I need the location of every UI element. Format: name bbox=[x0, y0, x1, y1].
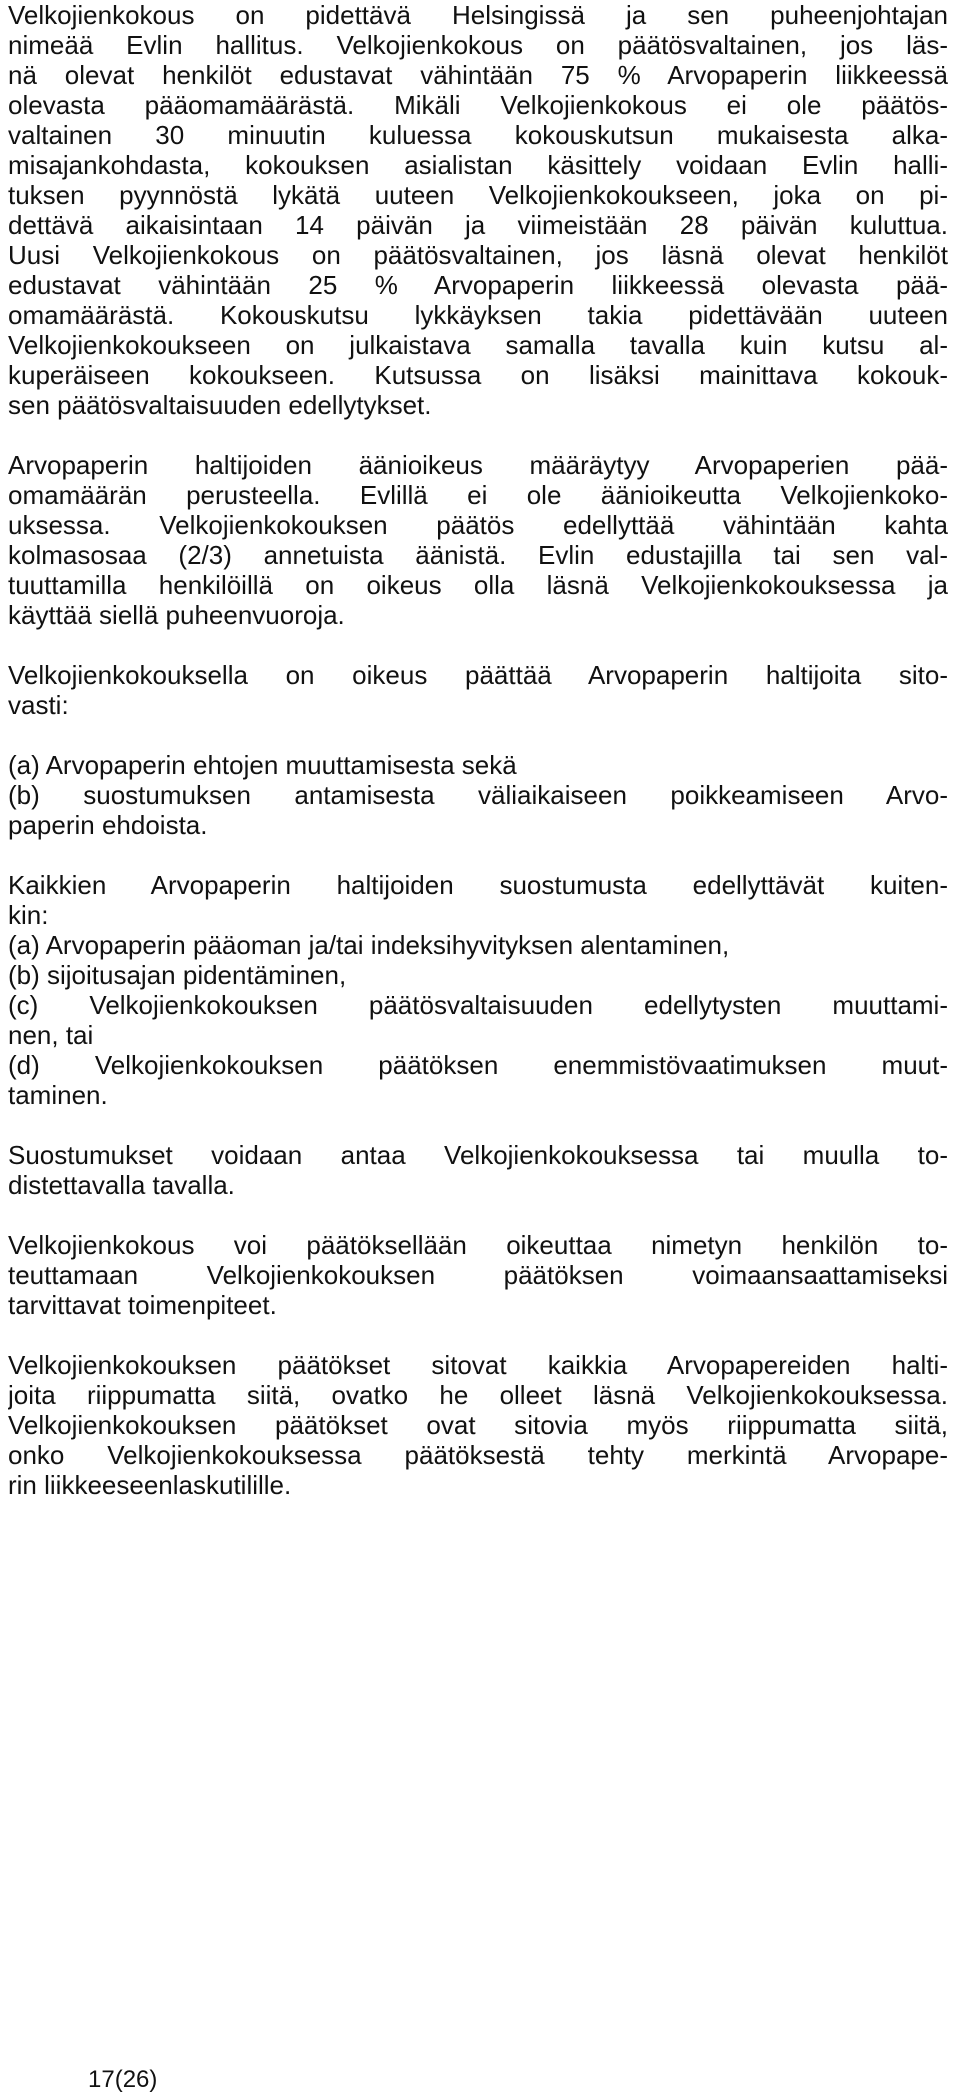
paragraph-consent-form bbox=[8, 1140, 948, 1200]
paragraph-spacer bbox=[8, 630, 948, 660]
text-line: Velkojienkokoukseen on julkaistava samalla tavalla kuin kutsu al- bbox=[8, 330, 948, 360]
text-line: onko Velkojienkokouksessa päätöksestä tehty merkintä Arvopape- bbox=[8, 1440, 948, 1470]
text-line: nimeää Evlin hallitus. Velkojienkokous on päätösvaltainen, jos läs- bbox=[8, 30, 948, 60]
paragraph-voting-rights bbox=[8, 450, 948, 630]
text-line: Velkojienkokouksen päätökset ovat sitovia myös riippumatta siitä, bbox=[8, 1410, 948, 1440]
paragraph-binding-effect bbox=[8, 1350, 948, 1500]
text-line: kin: bbox=[8, 900, 49, 930]
text-line: uksessa. Velkojienkokouksen päätös edellyttää vähintään kahta bbox=[8, 510, 948, 540]
text-line: kuperäiseen kokoukseen. Kutsussa on lisäksi mainittava kokouk- bbox=[8, 360, 948, 390]
text-line: olevasta pääomamäärästä. Mikäli Velkojienkokous ei ole päätös- bbox=[8, 90, 948, 120]
paragraph-spacer bbox=[8, 1200, 948, 1230]
text-line: omamäärästä. Kokouskutsu lykkäyksen takia pidettävään uuteen bbox=[8, 300, 948, 330]
text-line: edustavat vähintään 25 % Arvopaperin liikkeessä olevasta pää- bbox=[8, 270, 948, 300]
paragraph-spacer bbox=[8, 1110, 948, 1140]
text-line: joita riippumatta siitä, ovatko he olleet läsnä Velkojienkokouksessa. bbox=[8, 1380, 948, 1410]
text-line: taminen. bbox=[8, 1080, 108, 1110]
text-line: sen päätösvaltaisuuden edellytykset. bbox=[8, 390, 432, 420]
text-line: (a) Arvopaperin pääoman ja/tai indeksihyvityksen alentaminen, bbox=[8, 930, 730, 960]
text-line: misajankohdasta, kokouksen asialistan käsittely voidaan Evlin halli- bbox=[8, 150, 948, 180]
paragraph-spacer bbox=[8, 420, 948, 450]
text-line: nen, tai bbox=[8, 1020, 94, 1050]
text-line: (a) Arvopaperin ehtojen muuttamisesta sekä bbox=[8, 750, 517, 780]
text-line: Kaikkien Arvopaperin haltijoiden suostumusta edellyttävät kuiten- bbox=[8, 870, 948, 900]
text-line: dettävä aikaisintaan 14 päivän ja viimeistään 28 päivän kuluttua. bbox=[8, 210, 948, 240]
text-line: kolmasosaa (2/3) annetuista äänistä. Evlin edustajilla tai sen val- bbox=[8, 540, 948, 570]
text-line: Arvopaperin haltijoiden äänioikeus määräytyy Arvopaperien pää- bbox=[8, 450, 948, 480]
text-line: paperin ehdoista. bbox=[8, 810, 208, 840]
page-number: 17(26) bbox=[88, 2066, 158, 2093]
text-line: teuttamaan Velkojienkokouksen päätöksen voimaansaattamiseksi bbox=[8, 1260, 948, 1290]
text-line: rin liikkeeseenlaskutilille. bbox=[8, 1470, 292, 1500]
text-line: (b) sijoitusajan pidentäminen, bbox=[8, 960, 347, 990]
text-line: käyttää siellä puheenvuoroja. bbox=[8, 600, 345, 630]
text-line: Velkojienkokous on pidettävä Helsingissä ja sen puheenjohtajan bbox=[8, 0, 948, 30]
text-line: Velkojienkokous voi päätöksellään oikeuttaa nimetyn henkilön to- bbox=[8, 1230, 948, 1260]
text-line: Suostumukset voidaan antaa Velkojienkokouksessa tai muulla to- bbox=[8, 1140, 948, 1170]
text-line: (c) Velkojienkokouksen päätösvaltaisuuden edellytysten muuttami- bbox=[8, 990, 948, 1020]
text-line: valtainen 30 minuutin kuluessa kokouskutsun mukaisesta alka- bbox=[8, 120, 948, 150]
paragraph-unanimous-consent bbox=[8, 870, 948, 1110]
text-line: tuksen pyynnöstä lykätä uuteen Velkojienkokoukseen, joka on pi- bbox=[8, 180, 948, 210]
text-line: Velkojienkokouksella on oikeus päättää Arvopaperin haltijoita sito- bbox=[8, 660, 948, 690]
paragraph-meeting-quorum bbox=[8, 0, 948, 420]
paragraph-binding-decisions-list bbox=[8, 750, 948, 840]
text-line: Uusi Velkojienkokous on päätösvaltainen, jos läsnä olevat henkilöt bbox=[8, 240, 948, 270]
text-line: distettavalla tavalla. bbox=[8, 1170, 235, 1200]
paragraph-authorization bbox=[8, 1230, 948, 1320]
text-line: Velkojienkokouksen päätökset sitovat kaikkia Arvopapereiden halti- bbox=[8, 1350, 948, 1380]
text-line: omamäärän perusteella. Evlillä ei ole äänioikeutta Velkojienkoko- bbox=[8, 480, 948, 510]
paragraph-binding-decisions-intro bbox=[8, 660, 948, 720]
paragraph-spacer bbox=[8, 720, 948, 750]
document-page bbox=[8, 0, 948, 1500]
paragraph-spacer bbox=[8, 1320, 948, 1350]
text-line: (b) suostumuksen antamisesta väliaikaiseen poikkeamiseen Arvo- bbox=[8, 780, 948, 810]
paragraph-spacer bbox=[8, 840, 948, 870]
text-line: (d) Velkojienkokouksen päätöksen enemmistövaatimuksen muut- bbox=[8, 1050, 948, 1080]
text-line: tarvittavat toimenpiteet. bbox=[8, 1290, 277, 1320]
text-line: nä olevat henkilöt edustavat vähintään 75 % Arvopaperin liikkeessä bbox=[8, 60, 948, 90]
text-line: tuuttamilla henkilöillä on oikeus olla läsnä Velkojienkokouksessa ja bbox=[8, 570, 948, 600]
text-line: vasti: bbox=[8, 690, 69, 720]
